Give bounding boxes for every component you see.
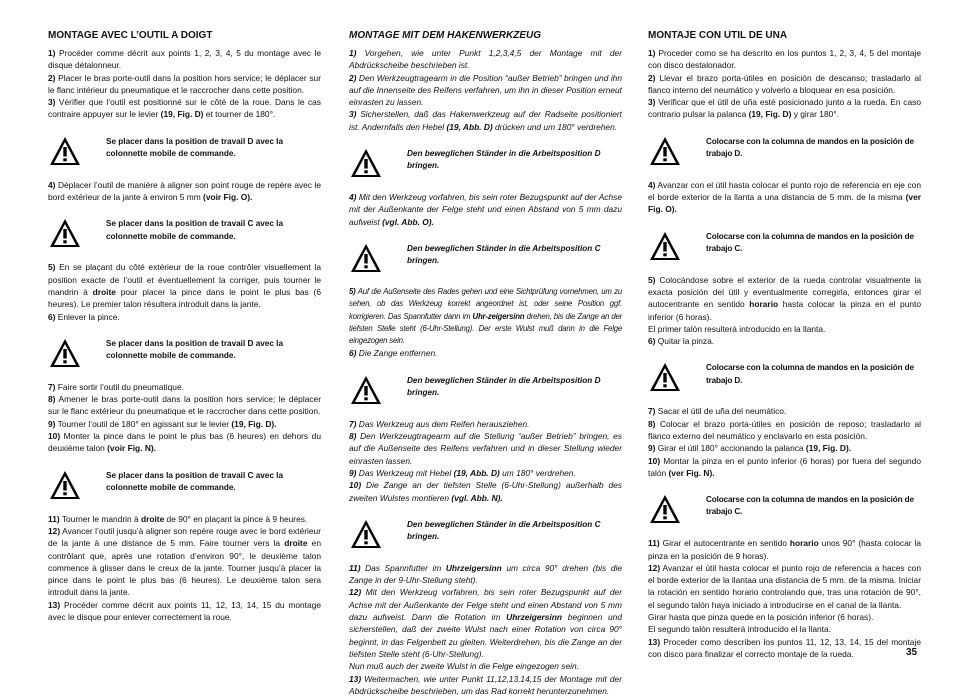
step-4-fr: 4) Déplacer l’outil de manière à aligner son point rouge de repère avec le bord extérieur de la jante à environ 5 mm (voir Fig. O).	[48, 179, 321, 204]
step-12-de-continued: Nun muß auch der zweite Wulst in die Felge eingezogen sein.	[349, 660, 622, 672]
step-12-de: 12) Mit den Werkzeug vorfahren, bis sein roter Bezugspunkt auf der Achse mit der Außenkante der Felge steht und einen Abstand von 5 mm dazu aufweist. Dann die Rotation im Uhrzeigersinn beginnen und sicherstellen, daß der zweite Wulst nach einer Rotation von circa 90° beginnt, in das Felgenbett zu gleiten. Weiterdrehen, bis die Zange an der tiefsten Stelle steht (6-Uhr-Stellung).	[349, 586, 622, 660]
step-9-fr: 9) Tourner l’outil de 180° en agissant sur le levier (19, Fig. D).	[48, 418, 321, 430]
step-4-de: 4) Mit den Werkzeug vorfahren, bis sein roter Bezugspunkt auf der Achse mit der Außenkante der Felge steht und einen Abstand von 5 mm dazu aufweist (vgl. Abb. O).	[349, 191, 622, 228]
step-5-es-continued: El primer talón resulterá introducido en la llanta.	[648, 323, 921, 335]
step-12-fr: 12) Avancer l’outil jusqu’à aligner son repère rouge avec le bord extérieur de la jante à une distance de 5 mm. Faire tourner vers la droite en contrôlant que, après une rotation d’environ 90°, le deuxième talon commence à glisser dans le creux de la jante. Tourner jusqu’à placer la pince dans le point le plus bas (6 heures). Le deuxième talon sera introduit dans la jante.	[48, 525, 321, 599]
column-german	[349, 30, 622, 697]
step-12-es-continued-2: El segundo talón resulterá introducido el la llanta.	[648, 623, 921, 635]
warning-icon	[349, 147, 383, 179]
warning-text: Se placer dans la position de travail C avec la colonnette mobile de commande.	[106, 216, 321, 242]
step-8-es: 8) Colocar el brazo porta-útiles en posición de reposo; trasladarlo al flanco externo del neumático y enclavarlo en esta posición.	[648, 418, 921, 443]
warning-box	[48, 336, 321, 369]
warning-box	[48, 134, 321, 167]
step-10-fr: 10) Monter la pince dans le point le plus bas (6 heures) en dehors du deuxième talon (voir Fig. N).	[48, 430, 321, 455]
step-7-fr: 7) Faire sortir l’outil du pneumatique.	[48, 381, 321, 393]
warning-icon	[349, 242, 383, 274]
warning-text: Colocarse con la columna de mandos en la posición de trabajo D.	[706, 134, 921, 160]
section-title-spanish: MONTAJE CON UTIL DE UNA	[648, 30, 921, 42]
step-7-es: 7) Sacar el útil de uña del neumático.	[648, 405, 921, 417]
warning-icon	[349, 374, 383, 406]
step-9-es: 9) Girar el útil 180° accionando la palanca (19, Fig. D).	[648, 442, 921, 454]
step-13-fr: 13) Procéder comme décrit aux points 11, 12, 13, 14, 15 du montage avec le disque pour enlever correctement la roue.	[48, 599, 321, 624]
step-6-es: 6) Quitar la pinza.	[648, 335, 921, 347]
step-5-fr: 5) En se plaçant du côté extérieur de la roue contrôler visuellement la position exacte de l’outil et éventuellement la corriger, puis tourner le mandrin à droite pour placer la pince dans le point le plus bas (6 heures). Le premier talon résultera introduit dans la jante.	[48, 261, 321, 310]
warning-box	[648, 134, 921, 167]
page-number: 35	[906, 647, 917, 658]
warning-box	[48, 216, 321, 249]
step-10-de: 10) Die Zange an der tiefsten Stelle (6-Uhr-Stellung) außerhalb des zweiten Wulstes montieren (vgl. Abb. N).	[349, 479, 622, 504]
step-5-de: 5) Auf die Außenseite des Rades gehen und eine Sichtprüfung vornehmen, um zu sehen, ob das Werkzeug korrekt angeordnet ist, oder seine Position ggf. korrigieren. Das Spannfutter dann im Uhr-zeigersinn drehen, bis die Zange an der tiefsten Stelle steht (6-Uhr-Stellung). Der erste Wulst muß dann in die Felge eingezogen sein.	[349, 286, 622, 347]
step-11-de: 11) Das Spannfutter im Uhrzeigersinn um circa 90° drehen (bis die Zange in der 9-Uhr-Stellung steht).	[349, 562, 622, 587]
warning-text: Den beweglichen Ständer in die Arbeitsposition C bringen.	[407, 241, 622, 267]
warning-box	[349, 241, 622, 274]
warning-icon	[648, 361, 682, 393]
warning-box	[349, 146, 622, 179]
warning-text: Colocarse con la columna de mandos en la posición de trabajo C.	[706, 229, 921, 255]
warning-icon	[648, 230, 682, 262]
step-2-es: 2) Llevar el brazo porta-útiles en posición de descanso; trasladarlo al flanco interno del neumático y volverlo a bloquear en esa posición.	[648, 72, 921, 97]
section-title-german: MONTAGE MIT DEM HAKENWERKZEUG	[349, 30, 622, 42]
step-9-de: 9) Das Werkzeug mit Hebel (19, Abb. D) um 180° verdrehen.	[349, 467, 622, 479]
warning-box	[48, 468, 321, 501]
step-11-fr: 11) Tourner le mandrin à droite de 90° en plaçant la pince à 9 heures.	[48, 513, 321, 525]
step-8-fr: 8) Amener le bras porte-outil dans la position hors service; le déplacer sur le flanc extérieur du pneumatique et le raccrocher dans cette position.	[48, 393, 321, 418]
warning-icon	[48, 469, 82, 501]
step-10-es: 10) Montar la pinza en el punto inferior (6 horas) por fuera del segundo talón (ver Fig. N).	[648, 455, 921, 480]
step-11-es: 11) Girar el autocentrante en sentido horario unos 90° (hasta colocar la pinza en la posición de 9 horas).	[648, 537, 921, 562]
warning-text: Se placer dans la position de travail D avec la colonnette mobile de commande.	[106, 134, 321, 160]
warning-text: Den beweglichen Ständer in die Arbeitsposition D bringen.	[407, 146, 622, 172]
warning-box	[648, 229, 921, 262]
step-7-de: 7) Das Werkzeug aus dem Reifen herausziehen.	[349, 418, 622, 430]
step-12-es-continued: Girar hasta que pinza quede en la posición inferior (6 horas).	[648, 611, 921, 623]
step-6-fr: 6) Enlever la pince.	[48, 311, 321, 323]
warning-box	[349, 373, 622, 406]
step-13-es: 13) Proceder como describen los puntos 11, 12, 13, 14, 15 del montaje con disco para finalizar el correcto montaje de la rueda.	[648, 636, 921, 661]
column-spanish	[648, 30, 921, 660]
step-13-de: 13) Weitermachen, wie unter Punkt 11,12,13,14,15 der Montage mit der Abdrückscheibe beschrieben, um das Rad korrekt herunterzunehmen.	[349, 673, 622, 697]
step-1-fr: 1) Procéder comme décrit aux points 1, 2, 3, 4, 5 du montage avec le disque détalonneur.	[48, 47, 321, 72]
warning-box	[648, 492, 921, 525]
column-french	[48, 30, 321, 623]
warning-icon	[349, 518, 383, 550]
warning-text: Den beweglichen Ständer in die Arbeitsposition D bringen.	[407, 373, 622, 399]
step-1-es: 1) Proceder como se ha descrito en los puntos 1, 2, 3, 4, 5 del montaje con disco destalonador.	[648, 47, 921, 72]
step-5-es: 5) Colocándose sobre el exterior de la rueda controlar visualmente la exacta posición del útil y eventualmente corregirla, entonces girar el autocentrante en sentido horario hasta colocar la pinza en el punto inferior (6 horas).	[648, 274, 921, 323]
warning-box	[349, 517, 622, 550]
warning-icon	[48, 217, 82, 249]
section-title-french: MONTAGE AVEC L’OUTIL A DOIGT	[48, 30, 321, 42]
warning-text: Colocarse con la columna de mandos en la posición de trabajo D.	[706, 360, 921, 386]
warning-icon	[648, 135, 682, 167]
step-2-fr: 2) Placer le bras porte-outil dans la position hors service; le déplacer sur le flanc intérieur du pneumatique et le raccrocher dans cette position.	[48, 72, 321, 97]
warning-icon	[48, 135, 82, 167]
step-6-de: 6) Die Zange entfernen.	[349, 347, 622, 359]
warning-icon	[48, 337, 82, 369]
warning-text: Den beweglichen Ständer in die Arbeitsposition C bringen.	[407, 517, 622, 543]
step-2-de: 2) Den Werkzeugtragearm in die Position “außer Betrieb” bringen und ihn auf die Innenseite des Reifens verfahren, um ihn in dieser Position erneut einrasten zu lassen.	[349, 72, 622, 109]
step-3-de: 3) Sicherstellen, daß das Hakenwerkzeug auf der Radseite positioniert ist. Andernfalls den Hebel (19, Abb. D) drücken und um 180° verdrehen.	[349, 108, 622, 133]
warning-text: Se placer dans la position de travail D avec la colonnette mobile de commande.	[106, 336, 321, 362]
step-12-es: 12) Avanzar el útil hasta colocar el punto rojo de referencia a haces con el borde exterior de la llantaa una distancia de 5 mm. de la misma. Iniciar la rotación en sentido horario controlando que, tras una rotación de 90°, el segundo talón haya iniciado a introducirse en el canal de la llanta.	[648, 562, 921, 611]
warning-text: Colocarse con la columna de mandos en la posición de trabajo C.	[706, 492, 921, 518]
step-3-es: 3) Verificar que el útil de uña esté posicionado junto a la rueda. En caso contrario pulsar la palanca (19, Fig. D) y girar 180°.	[648, 96, 921, 121]
step-1-de: 1) Vorgehen, wie unter Punkt 1,2,3,4,5 der Montage mit der Abdrückscheibe beschrieben ist.	[349, 47, 622, 72]
warning-box	[648, 360, 921, 393]
step-3-fr: 3) Vérifier que l’outil est positionné sur le côté de la roue. Dans le cas contraire appuyer sur le levier (19, Fig. D) et tourner de 180°.	[48, 96, 321, 121]
warning-text: Se placer dans la position de travail C avec la colonnette mobile de commande.	[106, 468, 321, 494]
step-8-de: 8) Den Werkzeugtragearm auf die Stellung “außer Betrieb” bringen, es auf die Außenseite des Reifens verfahren und in dieser Stellung wieder einrasten lassen.	[349, 430, 622, 467]
step-4-es: 4) Avanzar con el útil hasta colocar el punto rojo de referencia en eje con el borde exterior de la llanta a una distancia de 5 mm. de la misma (ver Fig. O).	[648, 179, 921, 216]
warning-icon	[648, 493, 682, 525]
